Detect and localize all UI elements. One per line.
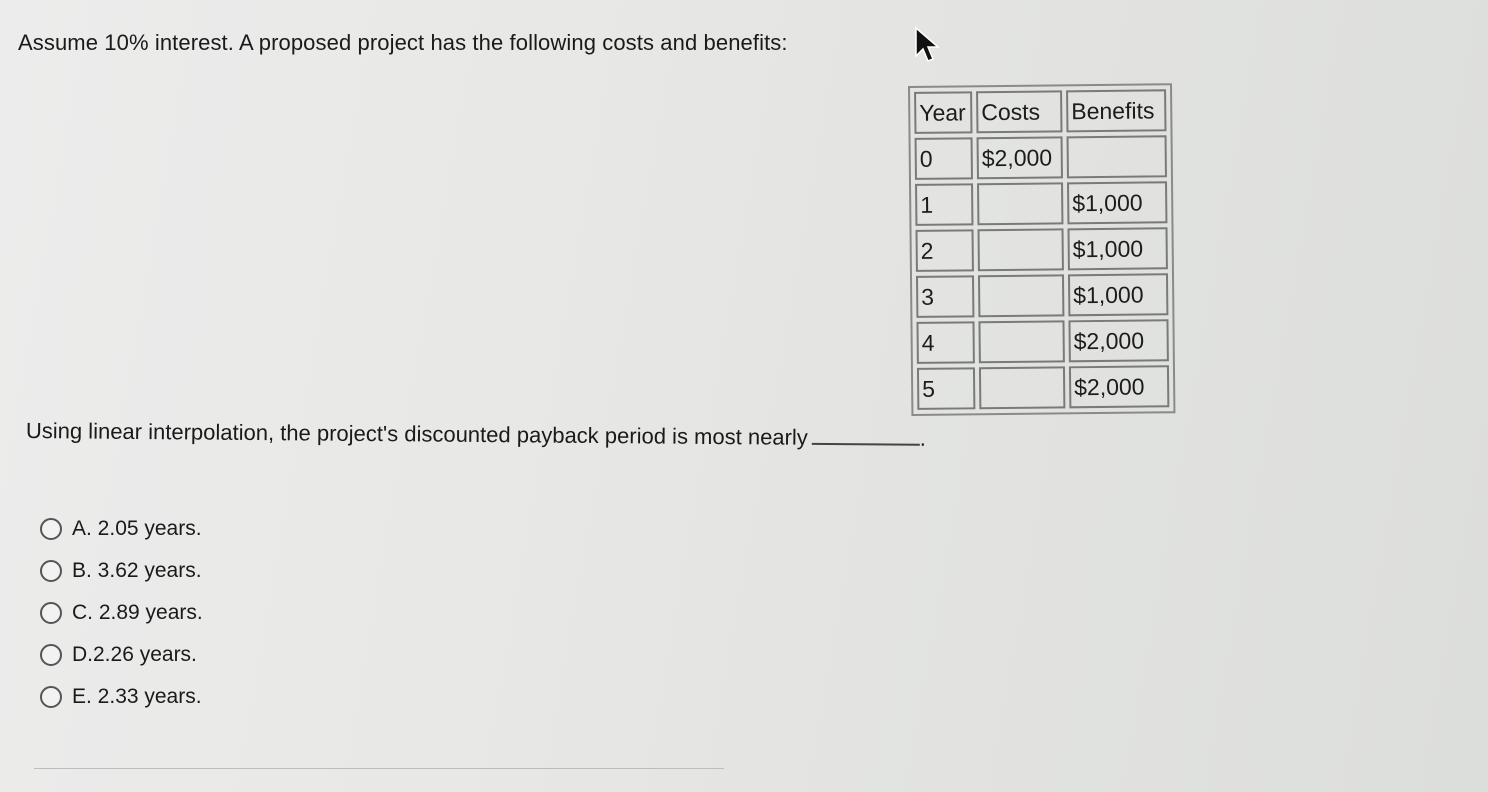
- radio-unselected-icon[interactable]: [40, 518, 62, 540]
- option-label: D.2.26 years.: [72, 643, 197, 666]
- year-cell: 2: [916, 229, 974, 272]
- costs-cell: [978, 274, 1064, 317]
- year-cell: 1: [915, 183, 973, 226]
- table-row: [915, 181, 1167, 226]
- prompt-text: Using linear interpolation, the project's discounted payback period is most nearly: [25, 418, 808, 450]
- benefits-cell: [1067, 135, 1167, 178]
- costs-cell: [978, 228, 1064, 271]
- year-cell: 5: [917, 367, 975, 410]
- benefits-cell: $1,000: [1067, 181, 1167, 224]
- benefits-cell: $2,000: [1069, 365, 1169, 408]
- option-e[interactable]: [40, 676, 203, 718]
- answer-prompt: [26, 418, 926, 452]
- benefits-cell: $1,000: [1068, 273, 1168, 316]
- radio-unselected-icon[interactable]: [40, 686, 62, 708]
- table-row: [915, 135, 1167, 180]
- option-d[interactable]: [40, 634, 203, 676]
- answer-options: [40, 508, 203, 718]
- year-cell: 4: [916, 321, 974, 364]
- prompt-suffix: .: [919, 425, 927, 451]
- costs-cell: [979, 366, 1065, 409]
- divider: [34, 768, 724, 769]
- option-label: A. 2.05 years.: [72, 517, 202, 540]
- year-cell: 0: [915, 137, 973, 180]
- table-row: [916, 227, 1168, 272]
- table-row: [917, 365, 1169, 410]
- option-label: C. 2.89 years.: [72, 601, 203, 624]
- radio-unselected-icon[interactable]: [40, 602, 62, 624]
- costs-header: Costs: [976, 90, 1062, 133]
- answer-blank: [812, 443, 920, 446]
- costs-cell: $2,000: [977, 136, 1063, 179]
- radio-unselected-icon[interactable]: [40, 644, 62, 666]
- year-cell: 3: [916, 275, 974, 318]
- option-b[interactable]: [40, 550, 203, 592]
- costs-cell: [978, 320, 1064, 363]
- option-c[interactable]: [40, 592, 203, 634]
- radio-unselected-icon[interactable]: [40, 560, 62, 582]
- option-label: E. 2.33 years.: [72, 685, 202, 708]
- table-row: [916, 273, 1168, 318]
- cost-benefit-table: [908, 83, 1175, 416]
- year-header: Year: [914, 91, 972, 134]
- option-label: B. 3.62 years.: [72, 559, 202, 582]
- benefits-header: Benefits: [1066, 89, 1166, 132]
- option-a[interactable]: [40, 508, 203, 550]
- table-header-row: [914, 89, 1166, 134]
- mouse-pointer-icon: [913, 26, 941, 64]
- question-text: Assume 10% interest. A proposed project has the following costs and benefits:: [18, 30, 788, 55]
- costs-cell: [977, 182, 1063, 225]
- benefits-cell: $2,000: [1068, 319, 1168, 362]
- table-row: [916, 319, 1168, 364]
- benefits-cell: $1,000: [1067, 227, 1167, 270]
